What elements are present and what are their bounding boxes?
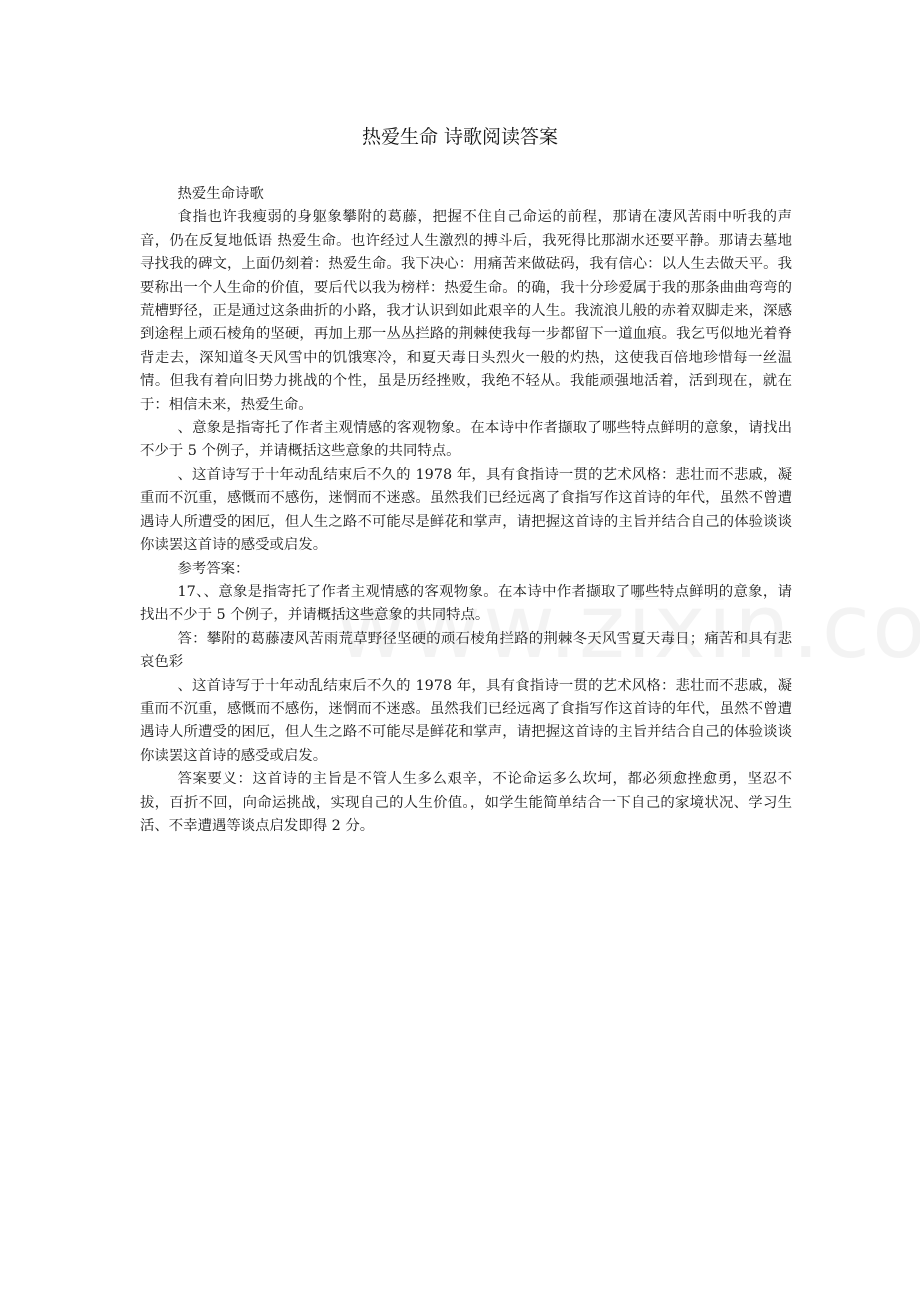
document-title: 热爱生命 诗歌阅读答案 [361, 126, 559, 148]
question-imagery: 、意象是指寄托了作者主观情感的客观物象。在本诗中作者撷取了哪些特点鲜明的意象，请找出不少于 5 个例子，并请概括这些意象的共同特点。 [140, 420, 792, 460]
document-body [140, 183, 792, 838]
answer-question-theme: 、这首诗写于十年动乱结束后不久的 1978 年，具有食指诗一贯的艺术风格：悲壮而不悲戚，凝重而不沉重，感慨而不感伤，迷惘而不迷惑。虽然我们已经远离了食指写作这首诗的年代，虽然不曾遭遇诗人所遭受的困厄，但人生之路不可能尽是鲜花和掌声，请把握这首诗的主旨并结合自己的体验谈谈你读罢这首诗的感受或启发。 [140, 677, 792, 764]
answer-imagery: 答：攀附的葛藤凄风苦雨荒草野径坚硬的顽石棱角拦路的荆棘冬天风雪夏天毒日；痛苦和具有悲哀色彩 [140, 630, 792, 671]
answer-key-points: 答案要义：这首诗的主旨是不管人生多么艰辛，不论命运多么坎坷，都必须愈挫愈勇，坚忍不拔，百折不回，向命运挑战，实现自己的人生价值。，如学生能简单结合一下自己的家境状况、学习生活、不幸遭遇等谈点启发即得 2 分。 [140, 771, 792, 834]
question-theme: 、这首诗写于十年动乱结束后不久的 1978 年，具有食指诗一贯的艺术风格：悲壮而不悲戚，凝重而不沉重，感慨而不感伤，迷惘而不迷惑。虽然我们已经远离了食指写作这首诗的年代，虽然不曾遭遇诗人所遭受的困厄，但人生之路不可能尽是鲜花和掌声，请把握这首诗的主旨并结合自己的体验谈谈你读罢这首诗的感受或启发。 [140, 466, 792, 554]
poem-text: 食指也许我瘦弱的身躯象攀附的葛藤，把握不住自己命运的前程，那请在凄风苦雨中听我的声音，仍在反复地低语 热爱生命。也许经过人生激烈的搏斗后，我死得比那湖水还要平静。那请去墓地寻找我的碑文，上面仍刻着：热爱生命。我下决心：用痛苦来做砝码，我有信心：以人生去做天平。我要称出一个人生命的价值，要后代以我为榜样：热爱生命。的确，我十分珍爱属于我的那条曲曲弯弯的荒槽野径，正是通过这条曲折的小路，我才认识到如此艰辛的人生。我流浪儿般的赤着双脚走来，深感到途程上顽石棱角的坚硬，再加上那一丛丛拦路的荆棘使我每一步都留下一道血痕。我乞丐似地光着脊背走去，深知道冬天风雪中的饥饿寒冷，和夏天毒日头烈火一般的灼热，这使我百倍地珍惜每一丝温情。但我有着向旧势力挑战的个性，虽是历经挫败，我绝不轻从。我能顽强地活着，活到现在，就在于：相信未来，热爱生命。 [140, 209, 792, 413]
reference-answer-heading: 参考答案： [177, 560, 250, 577]
poem-heading: 热爱生命诗歌 [177, 186, 264, 202]
answer-question-imagery: 17、、意象是指寄托了作者主观情感的客观物象。在本诗中作者撷取了哪些特点鲜明的意象，请找出不少于 5 个例子，并请概括这些意象的共同特点。 [140, 583, 792, 624]
